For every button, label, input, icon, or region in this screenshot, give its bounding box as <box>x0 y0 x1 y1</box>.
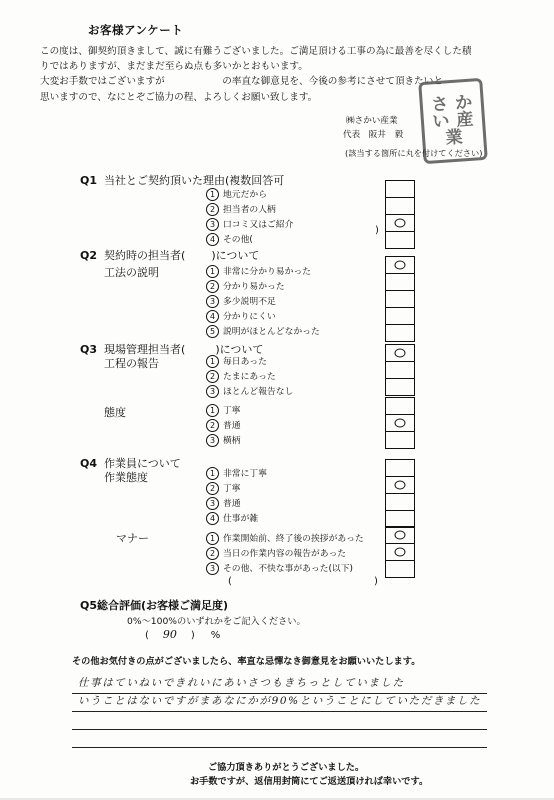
comment-rule <box>72 747 487 748</box>
q1-answer-boxes <box>385 180 415 249</box>
comment-line-2[interactable]: いうことはないですがまあなにかが90%ということにしていただきました <box>78 695 482 707</box>
q4-text: 作業員について <box>104 457 181 470</box>
intro-line: この度は、御契約頂きまして、誠に有難うございました。ご満足頂ける工事の為に最善を尽くした積 <box>40 46 472 57</box>
answer-box[interactable] <box>386 232 414 248</box>
company-name: ㈱さかい産業 <box>346 116 398 126</box>
circle-mark-icon <box>395 349 406 358</box>
q2-heading <box>80 247 259 263</box>
company-representative: 代表 阪井 毅 <box>343 130 404 140</box>
intro-line: 思いますので、なにとぞご協力の程、よろしくお願い致します。 <box>40 91 318 103</box>
circle-mark-icon <box>395 481 406 490</box>
q1-close-paren: ) <box>375 225 379 236</box>
q4-answer-boxes-1 <box>385 459 415 528</box>
answer-box[interactable] <box>386 181 414 198</box>
q3-option-2-1[interactable]: 1 丁寧 <box>206 403 241 417</box>
q4-option-1-4[interactable]: 4 仕事が雑 <box>206 511 258 525</box>
q1-option-4[interactable]: 4 その他( <box>206 232 253 246</box>
q4-option-1-1[interactable]: 1 非常に丁寧 <box>206 466 267 480</box>
thanks-block <box>190 761 428 789</box>
instruction-text: (該当する箇所に丸を付けてください) <box>345 148 483 158</box>
seal-char: さ <box>430 93 449 115</box>
answer-box[interactable] <box>386 511 414 527</box>
survey-title: お客様アンケート <box>88 23 184 37</box>
q3-option-2-2[interactable]: 2 普通 <box>206 418 241 432</box>
q3-option-1-2[interactable]: 2 たまにあった <box>206 369 276 383</box>
answer-box[interactable] <box>386 561 414 577</box>
circle-mark-icon <box>395 548 406 557</box>
q2-option-4[interactable]: 4 分かりにくい <box>206 309 276 323</box>
answer-box[interactable] <box>386 291 414 308</box>
circle-mark-icon <box>395 219 406 228</box>
q5-subheading: 0%～100%のいずれかをご記入ください。 <box>127 616 306 627</box>
answer-box[interactable] <box>386 460 414 477</box>
intro-line: りではありますが、まだまだ至らぬ点も多いかとおもいます。 <box>40 61 308 73</box>
q4-close-paren: ) <box>374 576 378 587</box>
circle-mark-icon <box>395 419 406 428</box>
answer-box[interactable] <box>386 477 414 494</box>
seal-char: か <box>454 92 473 114</box>
q4-answer-boxes-2 <box>385 526 415 578</box>
q3-subheading-1: 工程の報告 <box>104 357 159 370</box>
circle-mark-icon <box>395 261 406 270</box>
answer-box[interactable] <box>386 257 414 274</box>
q4-label: Q4 <box>80 457 98 470</box>
comment-rule <box>72 711 487 712</box>
q4-subheading-1: 作業態度 <box>104 471 148 484</box>
comment-line-1[interactable]: 仕事はていねいできれいにあいさつもきちっとしていました <box>78 677 405 689</box>
q1-label: Q1 <box>80 174 98 187</box>
answer-box[interactable] <box>386 345 414 362</box>
q4-option-1-2[interactable]: 2 丁寧 <box>206 481 241 495</box>
seal-char: 業 <box>444 126 464 149</box>
q3-answer-boxes-2 <box>385 397 415 449</box>
q1-option-3[interactable]: 3 口コミ又はご紹介 <box>206 217 293 231</box>
q1-text: 当社とご契約頂いた理由(複数回答可 <box>104 174 285 187</box>
q2-answer-boxes <box>385 256 415 342</box>
q2-text-a: 契約時の担当者( <box>104 249 186 262</box>
q5-heading: Q5総合評価(お客様ご満足度) <box>80 599 229 612</box>
answer-box[interactable] <box>386 274 414 291</box>
company-block <box>343 114 403 142</box>
answer-box[interactable] <box>386 325 414 341</box>
q5-unit: % <box>210 630 221 641</box>
answer-box[interactable] <box>386 398 414 415</box>
intro-line: 大変お手数ではございますが の率直な御意見を、今後の参考にさせて頂きたいと <box>40 76 443 88</box>
q3-option-1-3[interactable]: 3 ほとんど報告なし <box>206 384 293 398</box>
q2-option-2[interactable]: 2 分かり易かった <box>206 279 285 293</box>
answer-box[interactable] <box>386 415 414 432</box>
answer-box[interactable] <box>386 362 414 379</box>
q3-answer-boxes-1 <box>385 344 415 396</box>
q1-option-1[interactable]: 1 地元だから <box>206 187 267 201</box>
q4-option-2-1[interactable]: 1 作業開始前、終了後の挨拶があった <box>206 531 364 545</box>
answer-box[interactable] <box>386 198 414 215</box>
q4-option-2-2[interactable]: 2 当日の作業内容の報告があった <box>206 546 346 560</box>
q3-option-2-3[interactable]: 3 横柄 <box>206 433 241 447</box>
q2-option-5[interactable]: 5 説明がほとんどなかった <box>206 324 320 338</box>
q5-value: 90 <box>162 628 177 641</box>
q3-text-b: )について <box>215 343 264 356</box>
answer-box[interactable] <box>386 432 414 448</box>
answer-box[interactable] <box>386 379 414 395</box>
q3-subheading-2: 態度 <box>104 406 126 419</box>
q5-close-paren: ) <box>190 630 195 641</box>
q4-option-1-3[interactable]: 3 普通 <box>206 496 241 510</box>
answer-box[interactable] <box>386 544 414 561</box>
answer-box[interactable] <box>386 494 414 511</box>
answer-box[interactable] <box>386 308 414 325</box>
seal-char: 産 <box>455 109 475 131</box>
q4-option-2-3[interactable]: 3 その他、不快な事があった(以下) <box>206 561 353 575</box>
q1-option-2[interactable]: 2 担当者の人柄 <box>206 202 276 216</box>
thanks-line-2: お手数ですが、返信用封筒にてご返送頂ければ幸いです。 <box>190 776 429 787</box>
q1-heading <box>80 172 284 188</box>
q4-subheading-2: マナー <box>116 532 149 545</box>
circle-mark-icon <box>395 531 406 540</box>
q2-option-1[interactable]: 1 非常に分かり易かった <box>206 264 311 278</box>
q3-label: Q3 <box>80 343 98 356</box>
q2-subheading: 工法の説明 <box>104 266 159 279</box>
q3-text-a: 現場管理担当者( <box>104 343 186 356</box>
q2-label: Q2 <box>80 249 98 262</box>
answer-box[interactable] <box>386 215 414 232</box>
q2-text-b: )について <box>211 249 260 262</box>
q2-option-3[interactable]: 3 多少説明不足 <box>206 294 276 308</box>
comments-heading: その他お気付きの点がございましたら、率直な忌憚なき御意見をお願いいたします。 <box>72 656 421 667</box>
q3-option-1-1[interactable]: 1 毎日あった <box>206 354 267 368</box>
answer-box[interactable] <box>386 527 414 544</box>
q4-open-paren: ( <box>228 576 232 587</box>
seal-char: い <box>431 110 451 132</box>
q5-open-paren: ( <box>145 630 149 641</box>
comment-rule <box>72 729 487 730</box>
thanks-line-1: ご協力頂きありがとうございました。 <box>208 762 365 773</box>
q5-answer[interactable] <box>145 628 220 641</box>
